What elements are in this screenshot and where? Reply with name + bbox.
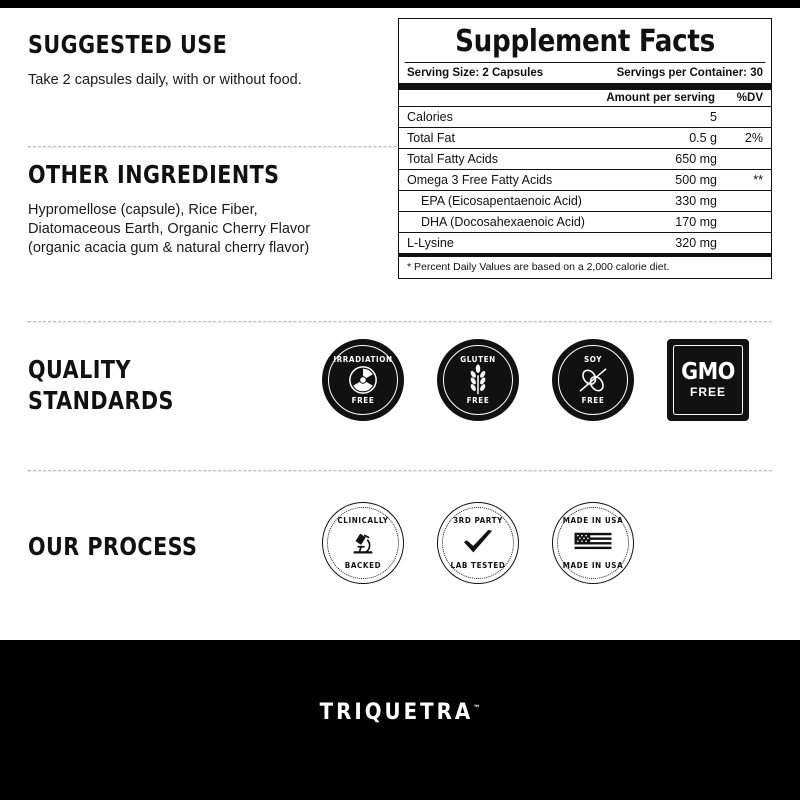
brand-logo xyxy=(0,700,800,725)
badge-soy-free xyxy=(552,339,634,421)
supplement-facts-panel xyxy=(398,18,772,279)
nutrient-name: DHA (Docosahexaenoic Acid) xyxy=(399,212,615,233)
badge-gmo-sub-label: FREE xyxy=(689,385,726,399)
badge-irradiation-top-label: IRRADIATION xyxy=(333,355,393,364)
nutrient-amount: 0.5 g xyxy=(615,128,725,149)
supplement-facts-column-headers xyxy=(399,90,771,107)
badge-made-in-usa xyxy=(552,502,634,584)
badge-usa-bottom-label: MADE IN USA xyxy=(562,561,624,570)
supplement-facts-table xyxy=(399,107,771,257)
nutrient-name: Total Fatty Acids xyxy=(399,149,615,170)
nutrient-amount: 650 mg xyxy=(615,149,725,170)
badge-lab-bottom-label: LAB TESTED xyxy=(450,561,506,570)
nutrient-amount: 330 mg xyxy=(615,191,725,212)
badge-gluten-top-label: GLUTEN xyxy=(460,355,496,364)
nutrient-name: Total Fat xyxy=(399,128,615,149)
wheat-icon xyxy=(464,364,492,396)
nutrient-name: Omega 3 Free Fatty Acids xyxy=(399,170,615,191)
badge-gmo-free xyxy=(667,339,749,421)
badge-usa-top-label: MADE IN USA xyxy=(562,516,624,525)
our-process-heading: OUR PROCESS xyxy=(28,532,198,561)
usa-flag-icon xyxy=(573,531,613,555)
nutrient-amount: 170 mg xyxy=(615,212,725,233)
table-row xyxy=(399,191,771,212)
divider-2 xyxy=(28,321,772,323)
left-information-column xyxy=(28,30,376,90)
badge-gmo-main-label: GMO xyxy=(681,359,735,385)
table-row xyxy=(399,107,771,128)
other-ingredients-heading: OTHER INGREDIENTS xyxy=(28,160,280,189)
nutrient-dv xyxy=(725,107,771,128)
nutrient-amount: 320 mg xyxy=(615,233,725,256)
nutrient-amount: 500 mg xyxy=(615,170,725,191)
table-row xyxy=(399,212,771,233)
nutrient-name: Calories xyxy=(399,107,615,128)
brand-name: TRIQUETRA xyxy=(319,700,474,725)
nutrient-dv xyxy=(725,149,771,170)
table-row xyxy=(399,170,771,191)
badge-clinically-top-label: CLINICALLY xyxy=(337,516,389,525)
other-ingredients-line-1: Hypromellose (capsule), Rice Fiber, xyxy=(28,202,258,218)
badge-gluten-free xyxy=(437,339,519,421)
nutrient-name: L-Lysine xyxy=(399,233,615,256)
divider-3 xyxy=(28,470,772,472)
nutrient-dv: ** xyxy=(725,170,771,191)
nutrient-dv xyxy=(725,191,771,212)
badge-3rd-party-lab-tested xyxy=(437,502,519,584)
badge-lab-top-label: 3RD PARTY xyxy=(453,516,503,525)
supplement-facts-serving-row xyxy=(399,63,771,90)
suggested-use-text: Take 2 capsules daily, with or without food. xyxy=(28,72,302,88)
nutrient-amount: 5 xyxy=(615,107,725,128)
quality-standards-block xyxy=(28,355,298,427)
soybean-icon xyxy=(576,366,610,394)
badge-soy-bottom-label: FREE xyxy=(581,396,605,405)
other-ingredients-line-3: (organic acacia gum & natural cherry flavor) xyxy=(28,240,310,256)
checkmark-icon xyxy=(461,528,495,558)
badge-clinically-bottom-label: BACKED xyxy=(344,561,382,570)
nutrient-dv xyxy=(725,233,771,256)
table-row xyxy=(399,149,771,170)
table-row xyxy=(399,128,771,149)
badge-soy-top-label: SOY xyxy=(583,355,603,364)
badge-gluten-bottom-label: FREE xyxy=(466,396,490,405)
other-ingredients-block xyxy=(28,160,398,258)
radiation-icon xyxy=(348,365,378,395)
supplement-facts-footnote: * Percent Daily Values are based on a 2,000 calorie diet. xyxy=(407,261,670,273)
badge-clinically-backed xyxy=(322,502,404,584)
suggested-use-heading: SUGGESTED USE xyxy=(28,30,228,59)
our-process-block xyxy=(28,532,298,573)
supplement-facts-title: Supplement Facts xyxy=(405,19,766,63)
nutrient-dv: 2% xyxy=(725,128,771,149)
top-black-bar xyxy=(0,0,800,8)
quality-standards-heading-line1: QUALITY xyxy=(28,355,131,384)
daily-value-header: %DV xyxy=(736,92,763,104)
quality-standards-heading-line2: STANDARDS xyxy=(28,386,174,415)
badge-irradiation-free xyxy=(322,339,404,421)
trademark-symbol: ™ xyxy=(473,703,481,713)
nutrient-dv xyxy=(725,212,771,233)
table-row xyxy=(399,233,771,256)
amount-per-serving-header: Amount per serving xyxy=(606,92,715,104)
servings-per-container: Servings per Container: 30 xyxy=(616,67,763,79)
nutrient-name: EPA (Eicosapentaenoic Acid) xyxy=(399,191,615,212)
microscope-icon xyxy=(349,529,377,557)
badge-irradiation-bottom-label: FREE xyxy=(351,396,375,405)
serving-size: Serving Size: 2 Capsules xyxy=(407,67,544,79)
other-ingredients-line-2: Diatomaceous Earth, Organic Cherry Flavor xyxy=(28,221,311,237)
